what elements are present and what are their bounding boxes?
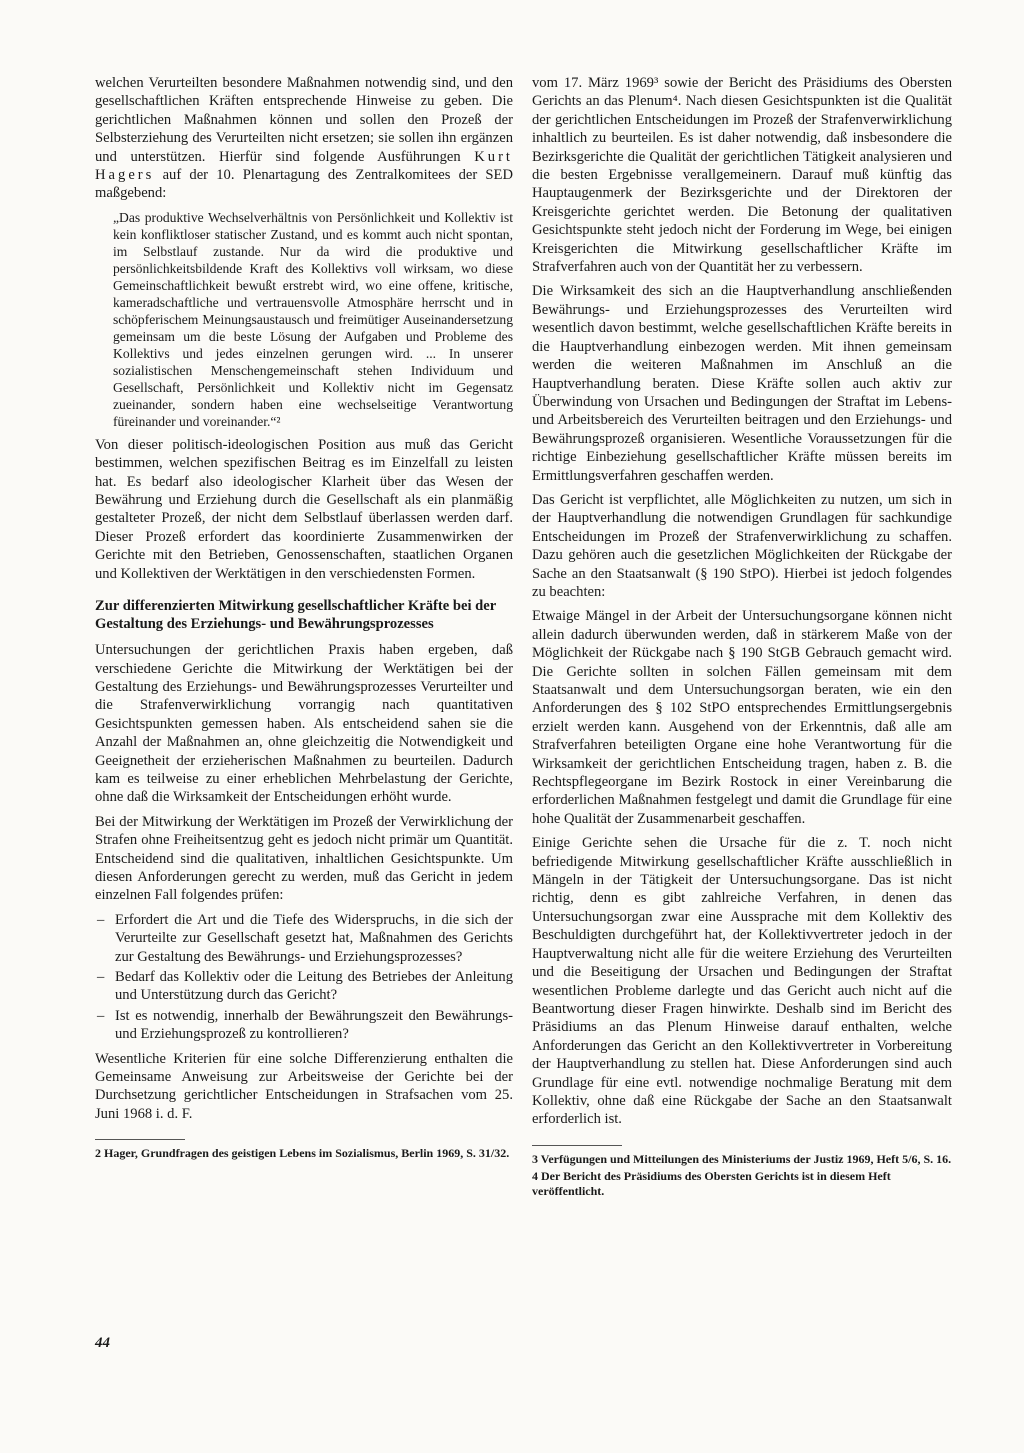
right-column: [532, 74, 952, 1201]
block-quote: [113, 209, 513, 430]
footnote: 2 Hager, Grundfragen des geistigen Lebens im Sozialismus, Berlin 1969, S. 31/32.: [95, 1146, 510, 1161]
footnote-divider: [532, 1145, 622, 1146]
paragraph: Etwaige Mängel in der Arbeit der Untersuchungsorgane können nicht allein dadurch überwunden werden, daß in stärkerem Maße von der Möglichkeit der Rückgabe nach § 190 StGB Gebrauch gemacht wird. Die Gerichte sollten in solchen Fällen gemeinsam mit dem Staatsanwalt und dem Untersuchungsorgan beraten, wie ein den Anforderungen des § 102 StPO entsprechendes Ermittlungsergebnis erzielt werden kann. Ausgehend von der Erkenntnis, daß alle am Strafverfahren beteiligten Organe eine hohe Verantwortung für die Wirksamkeit der gerichtlichen Entscheidung tragen, haben z. B. die Rechtspflegeorgane im Bezirk Rostock in einer Vereinbarung die erforderlichen Maßnahmen festgelegt und damit die Grundlage für eine hohe Qualität der Zusammenarbeit geschaffen.: [532, 608, 952, 827]
paragraph: Wesentliche Kriterien für eine solche Differenzierung enthalten die Gemeinsame Anweisung zur Arbeitsweise der Gerichte bei der Durchsetzung gerichtlicher Entscheidungen in Strafsachen vom 25. Juni 1968 i. d. F.: [95, 1050, 513, 1122]
left-column: [95, 74, 513, 1164]
list-item: – Bedarf das Kollektiv oder die Leitung des Betriebes der Anleitung und Unterstützung durch das Gericht?: [95, 968, 513, 1005]
footnote: 4 Der Bericht des Präsidiums des Obersten Gerichts ist in diesem Heft veröffentlicht.: [532, 1169, 891, 1198]
footnote-divider: [95, 1139, 185, 1140]
paragraph: Das Gericht ist verpflichtet, alle Möglichkeiten zu nutzen, um sich in der Hauptverhandlung die notwendigen Grundlagen für sachkundige Entscheidungen im Prozeß der Strafenverwirklichung zu schaffen. Dazu gehören auch die gesetzlichen Möglichkeiten der Rückgabe der Sache an den Staatsanwalt (§ 190 StPO). Hierbei ist jedoch folgendes zu beachten:: [532, 491, 952, 600]
question-list: [95, 911, 513, 1044]
paragraph: Die Wirksamkeit des sich an die Hauptverhandlung anschließenden Bewährungs- und Erziehungsprozesses des Verurteilten wird wesentlich davon bestimmt, welche gesellschaftlichen Kräfte bereits in die Hauptverhandlung einbezogen werden. Mit ihnen gemeinsam werden die weiteren Maßnahmen im Anschluß an die Hauptverhandlung beraten. Diese Kräfte sollen auch aktiv zur Überwindung von Ursachen und Bedingungen der Straftat im Lebens- und Arbeitsbereich des Verurteilten beitragen und den Erziehungs- und Bewährungsprozeß organisieren. Wesentliche Voraussetzungen für die richtige Einbeziehung gesellschaftlicher Kräfte müssen bereits im Ermittlungsverfahren geschaffen werden.: [532, 283, 952, 484]
paragraph: Bei der Mitwirkung der Werktätigen im Prozeß der Verwirklichung der Strafen ohne Freiheitsentzug geht es jedoch nicht primär um Quantität. Entscheidend sind die qualitativen, inhaltlichen Gesichtspunkte. Um diesen Anforderungen gerecht zu werden, muß das Gericht in jedem einzelnen Fall folgendes prüfen:: [95, 813, 513, 904]
section-heading: Zur differenzierten Mitwirkung gesellschaftlicher Kräfte bei der Gestaltung des Erziehungs- und Bewährungsprozesses: [95, 598, 496, 633]
paragraph: vom 17. März 1969³ sowie der Bericht des Präsidiums des Obersten Gerichts an das Plenum⁴. Nach diesen Gesichtspunkten ist die Qualität der gerichtlichen Entscheidungen im Prozeß der Strafenverwirklichung inhaltlich zu beurteilen. Es ist daher notwendig, daß insbesondere die Bezirksgerichte die Qualität der gerichtlichen Tätigkeit analysieren und die besten Ergebnisse verallgemeinern. Darauf muß künftig das Hauptaugenmerk der Bezirksgerichte und der Direktoren der Kreisgerichte gerichtet werden. Die Betonung der qualitativen Gesichtspunkte steht jedoch nicht der Forderung im Wege, bei einigen Kreisgerichten die Mitwirkung gesellschaftlicher Kräfte im Strafverfahren auch von der Quantität her zu verbessern.: [532, 75, 952, 276]
paragraph: Untersuchungen der gerichtlichen Praxis haben ergeben, daß verschiedene Gerichte die Mitwirkung der Werktätigen bei der Gestaltung des Erziehungs- und Bewährungsprozesses Verurteilter und die Strafenverwirklichung vorrangig nach quantitativen Gesichtspunkten gemessen haben. Als entscheidend sahen sie die Anzahl der Maßnahmen an, ohne gleichzeitig die Notwendigkeit und Geeignetheit der erzieherischen Maßnahmen zu beurteilen. Dadurch kam es teilweise zu einer erheblichen Mehrbelastung der Gerichte, ohne daß die Wirksamkeit der Entscheidungen erhöht wurde.: [95, 642, 513, 806]
quote-text: „Das produktive Wechselverhältnis von Persönlichkeit und Kollektiv ist kein konfliktloser statischer Zustand, und es kommt auch nicht spontan, im Selbstlauf zustande. Nur da wird die produktive und persönlichkeitsbildende Kraft des Kollektivs voll wirksam, wo diese Gemeinschaftlichkeit bewußt erstrebt wird, wo eine offene, kritische, kameradschaftliche und vertrauensvolle Atmosphäre herrscht und in schöpferischem Meinungsaustausch und freimütiger Auseinandersetzung gemeinsam um die beste Lösung der Aufgaben und Probleme des Kollektivs und jedes einzelnen gerungen wird. ... In unserer sozialistischen Menschengemeinschaft stehen Individuum und Gesellschaft, Persönlichkeit und Kollektiv nicht im Gegensatz zueinander, sondern haben eine wechselseitige Verantwortung füreinander und voreinander.“²: [113, 209, 513, 429]
author-name: Kurt Hagers: [95, 148, 513, 184]
paragraph: Einige Gerichte sehen die Ursache für die z. T. noch nicht befriedigende Mitwirkung gesellschaftlicher Kräfte ausschließlich in Mängeln in der Tätigkeit der Untersuchungsorgane. Das ist nicht richtig, denn es gibt zahlreiche Verfahren, in denen das Untersuchungsorgan zwar eine Aussprache mit dem Kollektiv des Beschuldigten durchgeführt hat, der Kollektivvertreter jedoch in der Hauptverwaltung nicht alle für die weitere Erziehung des Verurteilten und die Beseitigung der Ursachen und Bedingungen der Straftat wesentlichen Probleme darlegte und das Gericht auch nicht auf die Beantwortung dieser Fragen hinwirkte. Deshalb sind im Bericht des Präsidiums an das Plenum Hinweise darauf enthalten, welche Anforderungen das Gericht an den Kollektivvertreter in Vorbereitung der Hauptverhandlung zu stellen hat. Diese Anforderungen sind auch Grundlage für eine evtl. notwendige nochmalige Beratung mit dem Kollektiv, ohne daß eine Rückgabe der Sache an den Staatsanwalt erforderlich ist.: [532, 835, 952, 1128]
list-item: – Erfordert die Art und die Tiefe des Widerspruchs, in die sich der Verurteilte zur Gesellschaft gesetzt hat, Maßnahmen des Gerichts zur Gestaltung des Bewährungs- und Erziehungsprozesses?: [95, 911, 513, 966]
footnote: 3 Verfügungen und Mitteilungen des Ministeriums der Justiz 1969, Heft 5/6, S. 16.: [532, 1151, 952, 1166]
paragraph: welchen Verurteilten besondere Maßnahmen notwendig sind, und den gesellschaftlichen Kräften entsprechende Hinweise zu geben. Die gerichtlichen Maßnahmen können und sollen den Prozeß der Selbsterziehung des Verurteilten nicht ersetzen; sie sollen ihn ergänzen und unterstützen. Hierfür sind folgende Ausführungen Kurt Hagers auf der 10. Plenartagung des Zentralkomitees der SED maßgebend:: [95, 75, 513, 202]
page-number: 44: [95, 1335, 110, 1351]
list-item: – Ist es notwendig, innerhalb der Bewährungszeit den Bewährungs- und Erziehungsprozeß zu kontrollieren?: [95, 1007, 513, 1044]
paragraph: Von dieser politisch-ideologischen Position aus muß das Gericht bestimmen, welchen spezifischen Beitrag es im Einzelfall zu leisten hat. Es bedarf also ideologischer Klarheit über das Wesen der Bewährung und Erziehung durch die Gesellschaft als ein planmäßig gestalteter Prozeß, der nicht dem Selbstlauf überlassen werden darf. Dieser Prozeß erfordert das koordinierte Zusammenwirken der Gerichte mit den Betrieben, Genossenschaften, staatlichen Organen und Kollektiven der Werktätigen in den verschiedensten Formen.: [95, 436, 513, 582]
